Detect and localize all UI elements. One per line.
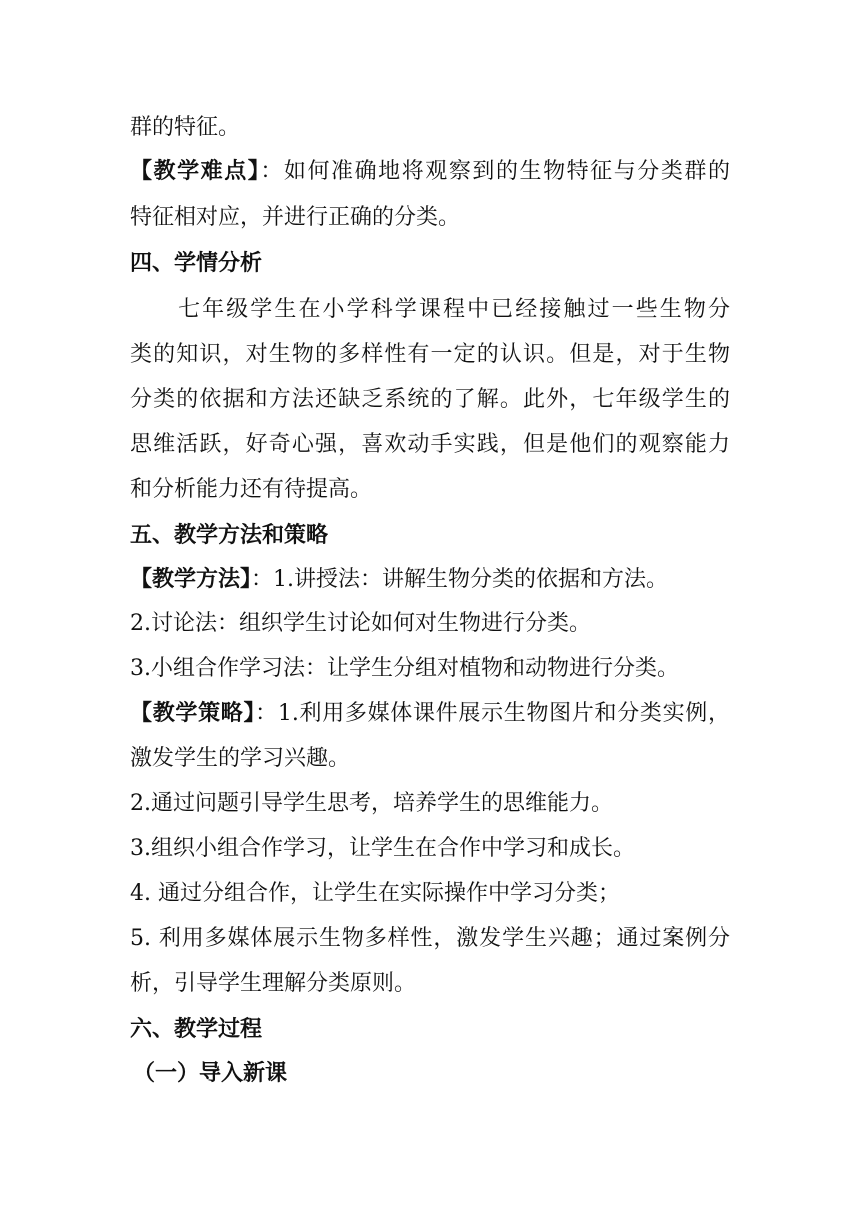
paragraph-line: 4. 通过分组合作，让学生在实际操作中学习分类； bbox=[130, 881, 620, 906]
paragraph-line: 3.小组合作学习法：让学生分组对植物和动物进行分类。 bbox=[130, 656, 679, 681]
paragraph-line: 析，引导学生理解分类原则。 bbox=[130, 971, 417, 996]
subsection-heading-introduction: （一）导入新课 bbox=[133, 1061, 288, 1086]
paragraph-text: ：如何准确地将观察到的生物特征与分类群的 bbox=[260, 159, 730, 184]
paragraph-text: ：1.利用多媒体课件展示生物图片和分类实例， bbox=[255, 701, 730, 726]
label-teaching-methods: 【教学方法】 bbox=[130, 567, 252, 592]
paragraph-line: 3.组织小组合作学习，让学生在合作中学习和成长。 bbox=[130, 836, 635, 861]
paragraph-line-difficulty bbox=[130, 158, 730, 186]
paragraph-line: 群的特征。 bbox=[130, 115, 241, 140]
paragraph-text: ：1.讲授法：讲解生物分类的依据和方法。 bbox=[251, 567, 669, 592]
label-teaching-difficulty: 【教学难点】 bbox=[130, 159, 261, 184]
section-heading-teaching-process: 六、教学过程 bbox=[130, 1017, 263, 1042]
paragraph-line: 5. 利用多媒体展示生物多样性，激发学生兴趣；通过案例分 bbox=[130, 926, 730, 951]
paragraph-line: 分类的依据和方法还缺乏系统的了解。此外，七年级学生的 bbox=[130, 387, 730, 412]
paragraph-line-methods bbox=[130, 566, 730, 594]
paragraph-line: 2.讨论法：组织学生讨论如何对生物进行分类。 bbox=[130, 611, 591, 636]
paragraph-line: 激发学生的学习兴趣。 bbox=[130, 746, 351, 771]
section-heading-learning-analysis: 四、学情分析 bbox=[130, 251, 263, 276]
paragraph-line: 和分析能力还有待提高。 bbox=[130, 477, 373, 502]
paragraph-line: 特征相对应，并进行正确的分类。 bbox=[130, 205, 461, 230]
section-heading-methods-strategies: 五、教学方法和策略 bbox=[130, 523, 329, 548]
paragraph-line-strategies bbox=[130, 700, 730, 728]
paragraph-line: 2.通过问题引导学生思考，培养学生的思维能力。 bbox=[130, 791, 613, 816]
label-teaching-strategies: 【教学策略】 bbox=[130, 701, 256, 726]
paragraph-line: 类的知识，对生物的多样性有一定的认识。但是，对于生物 bbox=[130, 342, 730, 367]
paragraph-line: 思维活跃，好奇心强，喜欢动手实践，但是他们的观察能力 bbox=[130, 432, 730, 457]
paragraph-line: 七年级学生在小学科学课程中已经接触过一些生物分 bbox=[178, 297, 730, 322]
